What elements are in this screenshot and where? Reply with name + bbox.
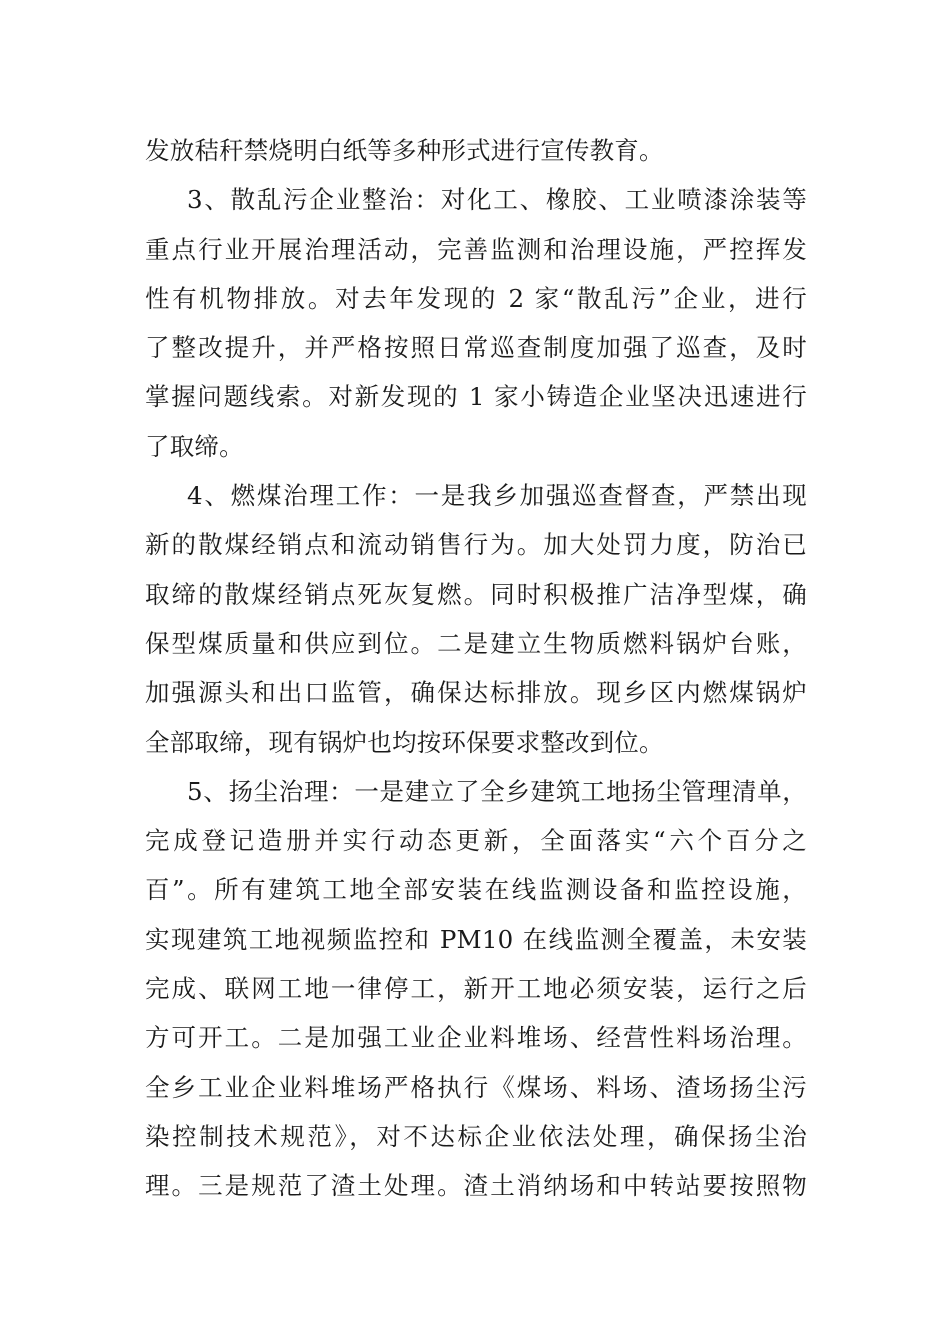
paragraph-line: 百”。所有建筑工地全部安装在线监测设备和监控设施， [145, 875, 807, 905]
paragraph-line: 3、散乱污企业整治：对化工、橡胶、工业喷漆涂装等 [187, 185, 807, 215]
paragraph-line: 性有机物排放。对去年发现的 2 家“散乱污”企业，进行 [145, 283, 807, 313]
paragraph-line: 了整改提升，并严格按照日常巡查制度加强了巡查，及时 [145, 333, 807, 363]
paragraph-line: 取缔的散煤经销点死灰复燃。同时积极推广洁净型煤，确 [145, 579, 807, 609]
document-body [145, 126, 815, 1211]
paragraph-line: 了取缔。 [145, 431, 244, 461]
paragraph-line: 加强源头和出口监管，确保达标排放。现乡区内燃煤锅炉 [145, 678, 807, 708]
paragraph-line: 染控制技术规范》，对不达标企业依法处理，确保扬尘治 [145, 1121, 807, 1151]
paragraph-line: 4、燃煤治理工作：一是我乡加强巡查督查，严禁出现 [187, 481, 807, 511]
paragraph-line: 重点行业开展治理活动，完善监测和治理设施，严控挥发 [145, 234, 807, 264]
paragraph-line: 保型煤质量和供应到位。二是建立生物质燃料锅炉台账， [145, 628, 807, 658]
paragraph-line: 实现建筑工地视频监控和 PM10 在线监测全覆盖，未安装 [145, 924, 807, 954]
paragraph-line: 5、扬尘治理：一是建立了全乡建筑工地扬尘管理清单， [187, 776, 807, 806]
paragraph-line: 新的散煤经销点和流动销售行为。加大处罚力度，防治已 [145, 530, 807, 560]
paragraph-line: 完成、联网工地一律停工，新开工地必须安装，运行之后 [145, 974, 807, 1004]
paragraph-line: 方可开工。二是加强工业企业料堆场、经营性料场治理。 [145, 1023, 807, 1053]
paragraph-line: 理。三是规范了渣土处理。渣土消纳场和中转站要按照物 [145, 1171, 807, 1201]
paragraph-line: 掌握问题线索。对新发现的 1 家小铸造企业坚决迅速进行 [145, 382, 807, 412]
paragraph-line: 全乡工业企业料堆场严格执行《煤场、料场、渣场扬尘污 [145, 1072, 807, 1102]
paragraph-line: 全部取缔，现有锅炉也均按环保要求整改到位。 [145, 727, 664, 757]
paragraph-line: 发放秸秆禁烧明白纸等多种形式进行宣传教育。 [145, 136, 664, 165]
paragraph-line: 完成登记造册并实行动态更新，全面落实“六个百分之 [145, 826, 807, 856]
